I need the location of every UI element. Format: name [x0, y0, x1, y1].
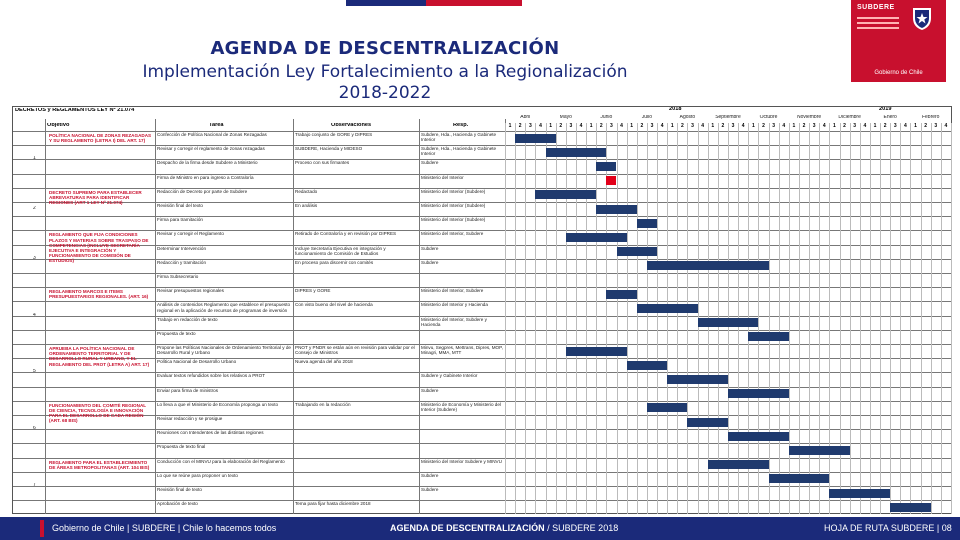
responsible-cell: Ministerio del Interior, Subdere — [421, 288, 484, 294]
gantt-bar — [596, 205, 637, 214]
week-line — [850, 123, 851, 514]
objective-text: REGLAMENTO MARCOS E ITEMS PRESUPUESTARIOS REGIONALES. (ART. 16) — [49, 289, 149, 300]
responsible-cell: Subdere — [421, 472, 439, 478]
observation-cell: Tema para fijar hasta diciembre 2018 — [295, 501, 371, 507]
week-line — [819, 123, 820, 514]
week-number: 4 — [620, 123, 623, 129]
gantt-bar — [769, 474, 830, 483]
week-number: 2 — [680, 123, 684, 129]
week-line — [667, 123, 668, 514]
observation-cell: En proceso para discernir con comités — [295, 259, 374, 265]
footer-center-bold: AGENDA DE DESCENTRALIZACIÓN — [390, 523, 545, 533]
responsible-cell: Subdere, Hda., Hacienda y Gabinete Interior — [421, 146, 497, 157]
objective-number: 1 — [33, 156, 36, 162]
week-number: 3 — [893, 123, 897, 129]
observation-cell: Proceso con sus firmantes — [295, 160, 350, 166]
week-line — [657, 123, 658, 514]
task-cell: Propone las Políticas Nacionales de Ordenamiento Territorial y de Desarrollo Rural y Urbano — [157, 345, 291, 356]
objective-text: REGLAMENTO QUE FIJA CONDICIONES PLAZOS Y MATERIAS SOBRE TRASPASO DE COMPETENCIAS (INCLUYE SECRETARÍA EJECUTIVA E INTEGRACIÓN Y FUNCIONAMIENTO DE COMISIÓN DE ESTUDIOS) — [49, 232, 149, 264]
task-cell: Redacción y tramitación — [157, 259, 207, 265]
responsible-cell: Ministerio del Interior y Hacienda — [421, 302, 488, 308]
row-line — [13, 415, 951, 416]
task-cell: Revisar presupuestos regionales — [157, 288, 224, 294]
week-number: 3 — [650, 123, 654, 129]
top-accent-bar — [0, 0, 960, 6]
col-tarea: Tarea — [209, 123, 224, 128]
objective-number: 5 — [33, 369, 36, 375]
responsible-cell: Subdere, Hda., Hacienda y Gabinete Interior — [421, 132, 497, 143]
gantt-bar — [829, 489, 890, 498]
week-line — [799, 123, 800, 514]
page-subtitle — [0, 62, 770, 104]
task-cell: Enviar para firma de ministros — [157, 387, 219, 393]
task-cell: Revisar y corregir el reglamento de zonas rezagadas — [157, 146, 265, 152]
logo-text-lines — [857, 14, 899, 32]
week-number: 4 — [944, 123, 948, 129]
week-line — [890, 123, 891, 514]
task-cell: Confección de Política Nacional de Zonas Rezagadas — [157, 132, 267, 137]
task-cell: Firma de Ministro en para ingreso a Contraloría — [157, 174, 254, 180]
week-line — [525, 123, 526, 514]
month-label: Octubre — [759, 115, 778, 120]
week-number: 2 — [762, 123, 765, 129]
col-objetivo: Objetivo — [47, 123, 70, 128]
header-line — [13, 131, 951, 132]
week-line — [596, 123, 597, 514]
month-label: Abril — [520, 115, 531, 120]
observation-cell: PNOT y PNDR se están aún en revisión para validar por el Consejo de Ministros — [295, 345, 415, 356]
task-cell: Lo que se reúne para proponer un texto — [157, 472, 238, 478]
week-line — [546, 123, 547, 514]
week-line — [880, 123, 881, 514]
week-number: 4 — [863, 123, 867, 129]
gantt-bar — [637, 304, 698, 313]
week-number: 3 — [691, 123, 694, 129]
week-number: 4 — [903, 123, 907, 129]
task-cell: Revisar redacción y se prosigue — [157, 416, 223, 421]
gantt-bar — [728, 389, 789, 398]
week-line — [535, 123, 536, 514]
week-line — [840, 123, 841, 514]
task-cell: Aprobación de texto — [157, 501, 198, 507]
week-line — [870, 123, 871, 514]
gantt-bar — [596, 162, 616, 171]
col-observaciones: Observaciones — [331, 123, 372, 128]
week-line — [586, 123, 587, 514]
responsible-cell: Subdere — [421, 245, 439, 251]
year-2018: 2018 — [669, 107, 682, 112]
month-label: Enero — [883, 115, 897, 120]
observation-cell: SUBDERE, Hacienda y MIDESO — [295, 146, 363, 152]
task-cell: Firma Subsecretario — [157, 274, 199, 279]
week-number: 4 — [822, 123, 826, 129]
month-label: Septiembre — [715, 115, 741, 120]
week-line — [921, 123, 922, 514]
week-number: 2 — [883, 123, 887, 129]
column-line — [155, 119, 156, 514]
week-number: 1 — [670, 123, 674, 129]
column-line — [45, 119, 46, 514]
week-number: 4 — [741, 123, 745, 129]
week-number: 2 — [640, 123, 644, 129]
task-cell: Propuesta de texto — [157, 330, 196, 336]
column-line — [293, 119, 294, 514]
task-cell: Evaluar textos refundidos sobre los relativos a PROT — [157, 373, 266, 379]
week-line — [829, 123, 830, 514]
week-number: 2 — [559, 123, 563, 129]
task-cell: Lo lleva a que el Ministerio de Economía proponga un texto — [157, 401, 279, 407]
week-number: 1 — [914, 123, 917, 129]
gantt-bar — [647, 261, 769, 270]
gantt-bar — [617, 247, 658, 256]
week-number: 3 — [934, 123, 938, 129]
coat-of-arms-icon — [911, 5, 933, 31]
row-line — [13, 358, 951, 359]
week-number: 3 — [569, 123, 573, 129]
responsible-cell: Subdere y Gabinete Interior — [421, 373, 478, 379]
week-line — [900, 123, 901, 514]
column-line — [419, 119, 420, 514]
responsible-cell: Ministerio del Interior, Subdere — [421, 231, 484, 237]
week-line — [687, 123, 688, 514]
gantt-bar — [515, 134, 556, 143]
responsible-cell: Subdere — [421, 259, 439, 265]
responsible-cell: Subdere — [421, 487, 439, 492]
observation-cell: Retirado de Contraloría y en revisión por DIPRES — [295, 231, 397, 237]
page-number: 08 — [941, 523, 952, 533]
responsible-cell: Minvu, Segpres, Mettrans, Dipres, MOP, Minagri, MMA, MTT — [421, 345, 503, 356]
observation-cell: Nueva agenda del año 2018 — [295, 359, 353, 365]
gantt-bar — [667, 375, 728, 384]
week-line — [931, 123, 932, 514]
objective-text: DECRETO SUPREMO PARA ESTABLECER ABREVIATURAS PARA IDENTIFICAR REGIONES (ART 1 LEY Nº 21.074) — [49, 189, 142, 206]
month-label: Mayo — [559, 115, 572, 120]
responsible-cell: Ministerio del Interior Subdere y MINVU — [421, 458, 502, 464]
objective-number: 6 — [33, 426, 36, 432]
footer-center — [390, 517, 618, 540]
week-line — [860, 123, 861, 514]
week-line — [769, 123, 770, 514]
task-cell: Reuniones con Intendentes de las distintas regiones — [157, 430, 264, 436]
footer-right — [824, 517, 952, 540]
task-cell: Propuesta de texto final — [157, 444, 206, 450]
gantt-bar — [566, 233, 627, 242]
week-number: 1 — [873, 123, 877, 129]
gantt-bar — [698, 318, 759, 327]
footer-center-rest: / SUBDERE 2018 — [544, 523, 619, 533]
week-number: 1 — [711, 123, 715, 129]
week-number: 1 — [630, 123, 634, 129]
week-line — [758, 123, 759, 514]
gantt-bar — [789, 446, 850, 455]
task-cell: Despacho de la firma desde Subdere a Ministerio — [157, 160, 258, 166]
gantt-bar — [606, 176, 616, 185]
week-number: 2 — [721, 123, 725, 129]
responsible-cell: Ministerio del Interior (Subdere) — [421, 188, 486, 194]
task-cell: Revisar y corregir el Reglamento — [157, 231, 224, 237]
week-number: 1 — [508, 123, 512, 129]
week-line — [809, 123, 810, 514]
row-line — [13, 273, 951, 274]
responsible-cell: Ministerio del Interior, Subdere y Hacienda — [421, 316, 487, 327]
subtitle-line-1: Implementación Ley Fortalecimiento a la Regionalización — [142, 62, 628, 82]
task-cell: Revisión final de texto — [157, 487, 202, 492]
gantt-bar — [566, 347, 627, 356]
task-cell: Conducción con el MINVU para la elaboración del Reglamento — [157, 458, 285, 464]
row-line — [13, 500, 951, 501]
gantt-bar — [535, 190, 596, 199]
objective-number: 7 — [33, 483, 36, 488]
week-number: 2 — [802, 123, 806, 129]
month-label: Agosto — [679, 115, 696, 120]
subtitle-line-2: 2018-2022 — [338, 83, 432, 103]
gantt-bar — [546, 148, 607, 157]
footer-left-text: Gobierno de Chile | SUBDERE | Chile lo hacemos todos — [52, 523, 277, 533]
subdere-logo — [851, 0, 946, 82]
week-line — [941, 123, 942, 514]
week-number: 3 — [528, 123, 532, 129]
observation-cell: En análisis — [295, 203, 318, 208]
row-line — [13, 429, 951, 430]
week-line — [789, 123, 790, 514]
objective-number: 3 — [33, 255, 36, 261]
gantt-bar — [647, 403, 688, 412]
year-2019: 2019 — [879, 107, 892, 112]
task-cell: Firma para tramitación — [157, 217, 203, 223]
logo-caption: Gobierno de Chile — [874, 70, 923, 76]
gantt-bar — [728, 432, 789, 441]
week-number: 3 — [610, 123, 613, 129]
week-line — [556, 123, 557, 514]
objective-number: 2 — [33, 206, 36, 212]
week-number: 2 — [599, 123, 603, 129]
objective-text: FUNCIONAMIENTO DEL COMITÉ REGIONAL DE CIENCIA, TECNOLOGÍA E INNOVACIÓN PARA EL DESARROLLO DE CADA REGIÓN (ART. 68 BIS) — [49, 402, 146, 424]
week-line — [576, 123, 577, 514]
week-number: 1 — [549, 123, 552, 129]
month-label: Junio — [600, 115, 613, 120]
month-label: Julio — [641, 115, 653, 120]
objective-text: REGLAMENTO PARA EL ESTABLECIMIENTO DE ÁREAS METROPOLITANAS (ART. 104 BIS) — [49, 459, 150, 470]
row-line — [13, 330, 951, 331]
week-number: 2 — [843, 123, 846, 129]
observation-cell: Trabajo conjunto de GORE y DIPRES — [295, 132, 373, 137]
task-cell: Redacción de Decreto por parte de Subdere — [157, 188, 248, 194]
week-number: 3 — [772, 123, 775, 129]
week-line — [627, 123, 628, 514]
gantt-bar — [606, 290, 636, 299]
objective-text: POLÍTICA NACIONAL DE ZONAS REZAGADAS Y SU REGLAMENTO (LETRA I) DEL ART. 17) — [49, 133, 152, 144]
observation-cell: DIPRES y GORE — [295, 288, 331, 294]
week-number: 4 — [782, 123, 786, 129]
week-number: 3 — [853, 123, 857, 129]
gantt-bar — [687, 418, 728, 427]
col-resp: Resp. — [453, 123, 469, 128]
week-number: 4 — [660, 123, 664, 129]
observation-cell: Con visto bueno del nivel de hacienda — [295, 302, 373, 308]
week-number: 4 — [701, 123, 705, 129]
week-line — [677, 123, 678, 514]
week-line — [647, 123, 648, 514]
week-number: 3 — [731, 123, 735, 129]
gantt-bar — [890, 503, 931, 512]
footer-accent — [40, 520, 44, 537]
task-cell: Análisis de contenidos Reglamento que establece el presupuesto regional en la aplicación de recursos de programas de inversión — [157, 302, 291, 313]
week-number: 1 — [792, 123, 796, 129]
month-label: Febrero — [921, 115, 940, 120]
task-cell: Determinar Intervención — [157, 245, 207, 251]
gantt-sheet — [12, 106, 952, 514]
responsible-cell: Ministerio del Interior (Subdere) — [421, 203, 486, 208]
week-line — [617, 123, 618, 514]
week-number: 4 — [579, 123, 583, 129]
week-number: 3 — [812, 123, 816, 129]
week-number: 1 — [833, 123, 836, 129]
logo-brand: SUBDERE — [857, 4, 895, 11]
week-line — [505, 123, 506, 514]
month-label: Diciembre — [838, 115, 861, 120]
footer-bar — [0, 517, 960, 540]
responsible-cell: Ministerio de Economía y Ministerio del Interior (Subdere) — [421, 401, 501, 412]
week-line — [910, 123, 911, 514]
gantt-bar — [627, 361, 668, 370]
objective-number: 4 — [33, 312, 36, 318]
week-line — [951, 123, 952, 514]
week-number: 2 — [518, 123, 522, 129]
footer-right-label: HOJA DE RUTA SUBDERE | — [824, 523, 940, 533]
week-line — [637, 123, 638, 514]
week-number: 1 — [589, 123, 593, 129]
week-number: 2 — [924, 123, 928, 129]
sheet-title: DECRETOS y REGLAMENTOS LEY Nº 21.074 — [15, 108, 135, 113]
task-cell: Trabajo en redacción de texto — [157, 316, 218, 322]
task-cell: Revisión final del texto — [157, 203, 203, 208]
week-number: 1 — [751, 123, 755, 129]
page-title: AGENDA DE DESCENTRALIZACIÓN — [210, 38, 560, 59]
row-line — [13, 443, 951, 444]
observation-cell: Trabajando en la redacción — [295, 401, 351, 407]
gantt-bar — [708, 460, 769, 469]
objective-text: APRUEBA LA POLÍTICA NACIONAL DE ORDENAMIENTO TERRITORIAL Y DE DESARROLLO RURAL Y URBANO, Y EL REGLAMENTO DEL PROT (LETRA A) ART. 17) — [49, 346, 150, 367]
month-label: Noviembre — [796, 115, 822, 120]
responsible-cell: Ministerio del Interior — [421, 174, 464, 180]
week-line — [515, 123, 516, 514]
responsible-cell: Subdere — [421, 387, 439, 393]
observation-cell: Incluye Secretaría Ejecutiva en integración y funcionamiento de Comisión de Estudios — [295, 245, 386, 256]
week-line — [566, 123, 567, 514]
week-line — [779, 123, 780, 514]
week-number: 4 — [539, 123, 542, 129]
gantt-bar — [748, 332, 789, 341]
task-cell: Política Nacional de Desarrollo Urbano — [157, 359, 237, 365]
responsible-cell: Subdere — [421, 160, 439, 166]
responsible-cell: Ministerio del Interior (Subdere) — [421, 217, 486, 223]
gantt-bar — [637, 219, 657, 228]
observation-cell: Redactado — [295, 188, 318, 194]
